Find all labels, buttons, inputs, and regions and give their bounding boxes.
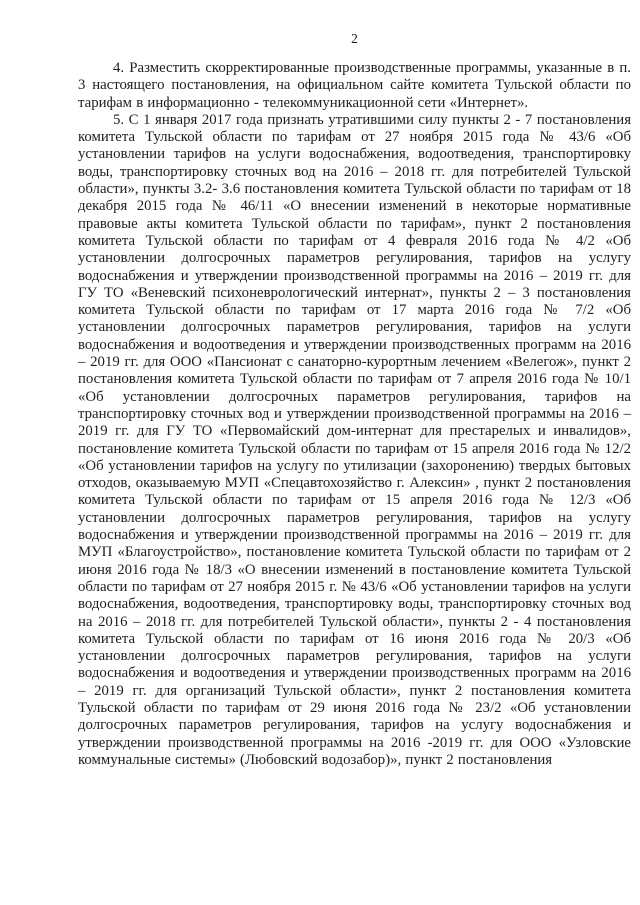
paragraph-item-4: 4. Разместить скорректированные производственные программы, указанные в п. 3 настоящего постановления, на официальном сайте комитета Тульской области по тарифам в информационно - телекоммуникационной сети «Интернет». <box>78 60 631 111</box>
paragraph-item-5: 5. С 1 января 2017 года признать утратившими силу пункты 2 - 7 постановления комитета Тульской области по тарифам от 27 ноября 2015 года № 43/6 «Об установлении тарифов на услуги водоснабжения, водоотведения, транспортировку воды, транспортировку сточных вод на 2016 – 2018 гг. для потребителей Тульской области», пункты 3.2- 3.6 постановления комитета Тульской области по тарифам от 18 декабря 2015 года № 46/11 «О внесении изменений в некоторые нормативные правовые акты комитета Тульской области по тарифам», пункт 2 постановления комитета Тульской области по тарифам от 4 февраля 2016 года № 4/2 «Об установлении долгосрочных параметров регулирования, тарифов на услугу водоснабжения и утверждении производственной программы на 2016 – 2019 гг. для ГУ ТО «Веневский психоневрологический интернат», пункты 2 – 3 постановления комитета Тульской области по тарифам от 17 марта 2016 года № 7/2 «Об установлении долгосрочных параметров регулирования, тарифов на услуги водоснабжения и водоотведения и утверждении производственных программ на 2016 – 2019 гг. для ООО «Пансионат с санаторно-курортным лечением «Велегож», пункт 2 постановления комитета Тульской области по тарифам от 7 апреля 2016 года № 10/1 «Об установлении долгосрочных параметров регулирования, тарифов на транспортировку сточных вод и утверждении производственной программы на 2016 – 2019 гг. для ГУ ТО «Первомайский дом-интернат для престарелых и инвалидов», постановление комитета Тульской области по тарифам от 15 апреля 2016 года № 12/2 «Об установлении тарифов на услугу по утилизации (захоронению) твердых бытовых отходов, оказываемую МУП «Спецавтохозяйство г. Алексин» , пункт 2 постановления комитета Тульской области по тарифам от 15 апреля 2016 года № 12/3 «Об установлении долгосрочных параметров регулирования, тарифов на услугу водоснабжения и утверждении производственной программы на 2016 – 2019 гг. для МУП «Благоустройство», постановление комитета Тульской области по тарифам от 2 июня 2016 года № 18/3 «О внесении изменений в постановление комитета Тульской области по тарифам от 27 ноября 2015 г. № 43/6 «Об установлении тарифов на услуги водоснабжения, водоотведения, транспортировку воды, транспортировку сточных вод на 2016 – 2018 гг. для потребителей Тульской области», пункты 2 - 4 постановления комитета Тульской области по тарифам от 16 июня 2016 года № 20/3 «Об установлении долгосрочных параметров регулирования, тарифов на услуги водоснабжения и водоотведения и утверждении производственных программ на 2016 – 2019 гг. для организаций Тульской области», пункт 2 постановления комитета Тульской области по тарифам от 29 июня 2016 года № 23/2 «Об установлении долгосрочных параметров регулирования, тарифов на услугу водоснабжения и утверждении производственной программы на 2016 -2019 гг. для ООО «Узловские коммунальные системы» (Любовский водозабор)», пункт 2 постановления <box>78 111 631 768</box>
page-number: 2 <box>351 31 358 46</box>
document-text-block <box>78 60 631 769</box>
